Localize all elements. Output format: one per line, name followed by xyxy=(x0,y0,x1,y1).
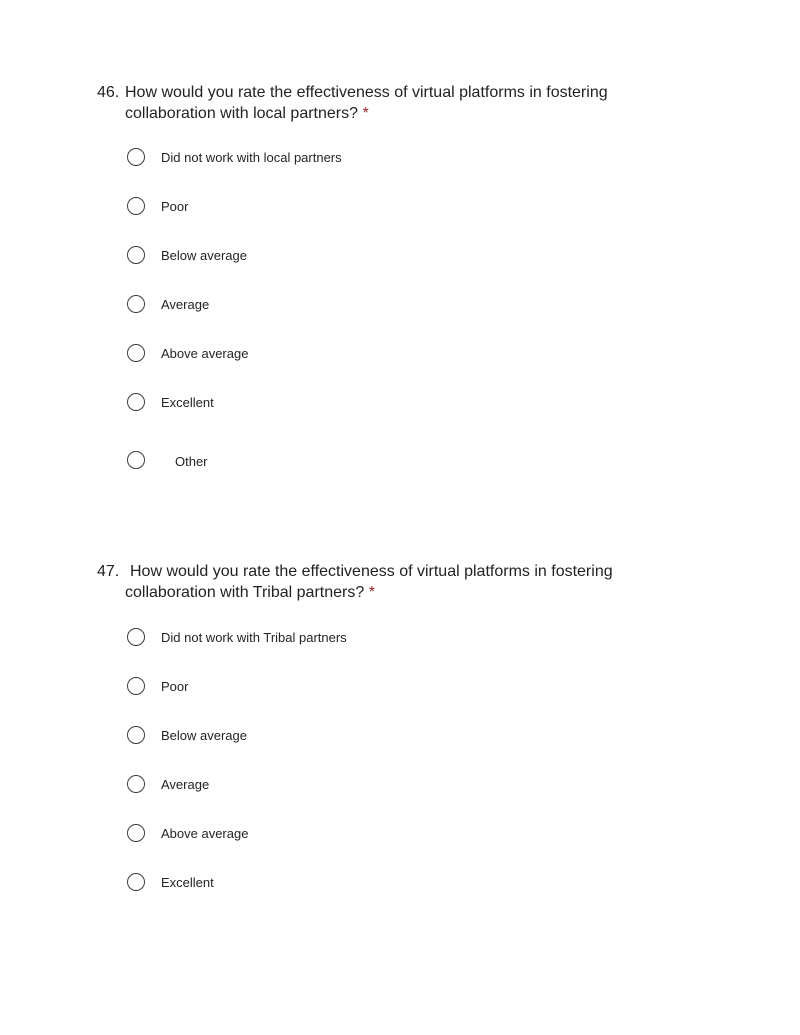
radio-button[interactable] xyxy=(127,295,145,313)
radio-button[interactable] xyxy=(127,775,145,793)
required-mark: * xyxy=(362,105,369,122)
option-label: Below average xyxy=(161,248,247,263)
radio-button[interactable] xyxy=(127,824,145,842)
option-average[interactable] xyxy=(127,295,527,317)
option-above-average[interactable] xyxy=(127,824,527,846)
option-excellent[interactable] xyxy=(127,393,527,415)
option-other[interactable] xyxy=(127,451,527,473)
option-below-average[interactable] xyxy=(127,726,527,748)
option-label: Excellent xyxy=(161,395,214,410)
radio-button[interactable] xyxy=(127,451,145,469)
option-label: Above average xyxy=(161,346,249,361)
option-label: Above average xyxy=(161,826,249,841)
option-label: Poor xyxy=(161,679,189,694)
question-text: How would you rate the effectiveness of virtual platforms in fostering collaboration with local partners? xyxy=(125,84,608,122)
option-label: Other xyxy=(175,454,208,469)
option-label: Did not work with local partners xyxy=(161,150,342,165)
option-label: Excellent xyxy=(161,875,214,890)
required-mark: * xyxy=(368,584,375,601)
option-below-average[interactable] xyxy=(127,246,527,268)
option-excellent[interactable] xyxy=(127,873,527,895)
option-poor[interactable] xyxy=(127,197,527,219)
question-46 xyxy=(97,82,657,469)
radio-button[interactable] xyxy=(127,726,145,744)
radio-button[interactable] xyxy=(127,344,145,362)
question-47 xyxy=(97,561,657,890)
question-number: 46. xyxy=(97,84,120,101)
option-average[interactable] xyxy=(127,775,527,797)
question-number: 47. xyxy=(97,563,120,580)
option-label: Did not work with Tribal partners xyxy=(161,630,347,645)
option-poor[interactable] xyxy=(127,677,527,699)
question-title xyxy=(97,82,657,124)
option-label: Average xyxy=(161,297,210,312)
option-label: Poor xyxy=(161,199,189,214)
radio-button[interactable] xyxy=(127,246,145,264)
option-above-average[interactable] xyxy=(127,344,527,366)
radio-button[interactable] xyxy=(127,873,145,891)
option-label: Below average xyxy=(161,728,247,743)
radio-button[interactable] xyxy=(127,197,145,215)
option-did-not-work[interactable] xyxy=(127,628,527,650)
option-did-not-work[interactable] xyxy=(127,148,527,170)
radio-button[interactable] xyxy=(127,393,145,411)
radio-button[interactable] xyxy=(127,628,145,646)
question-title xyxy=(97,561,657,603)
radio-button[interactable] xyxy=(127,677,145,695)
question-text: How would you rate the effectiveness of virtual platforms in fostering collaboration with Tribal partners? xyxy=(125,563,613,601)
radio-button[interactable] xyxy=(127,148,145,166)
option-label: Average xyxy=(161,777,210,792)
